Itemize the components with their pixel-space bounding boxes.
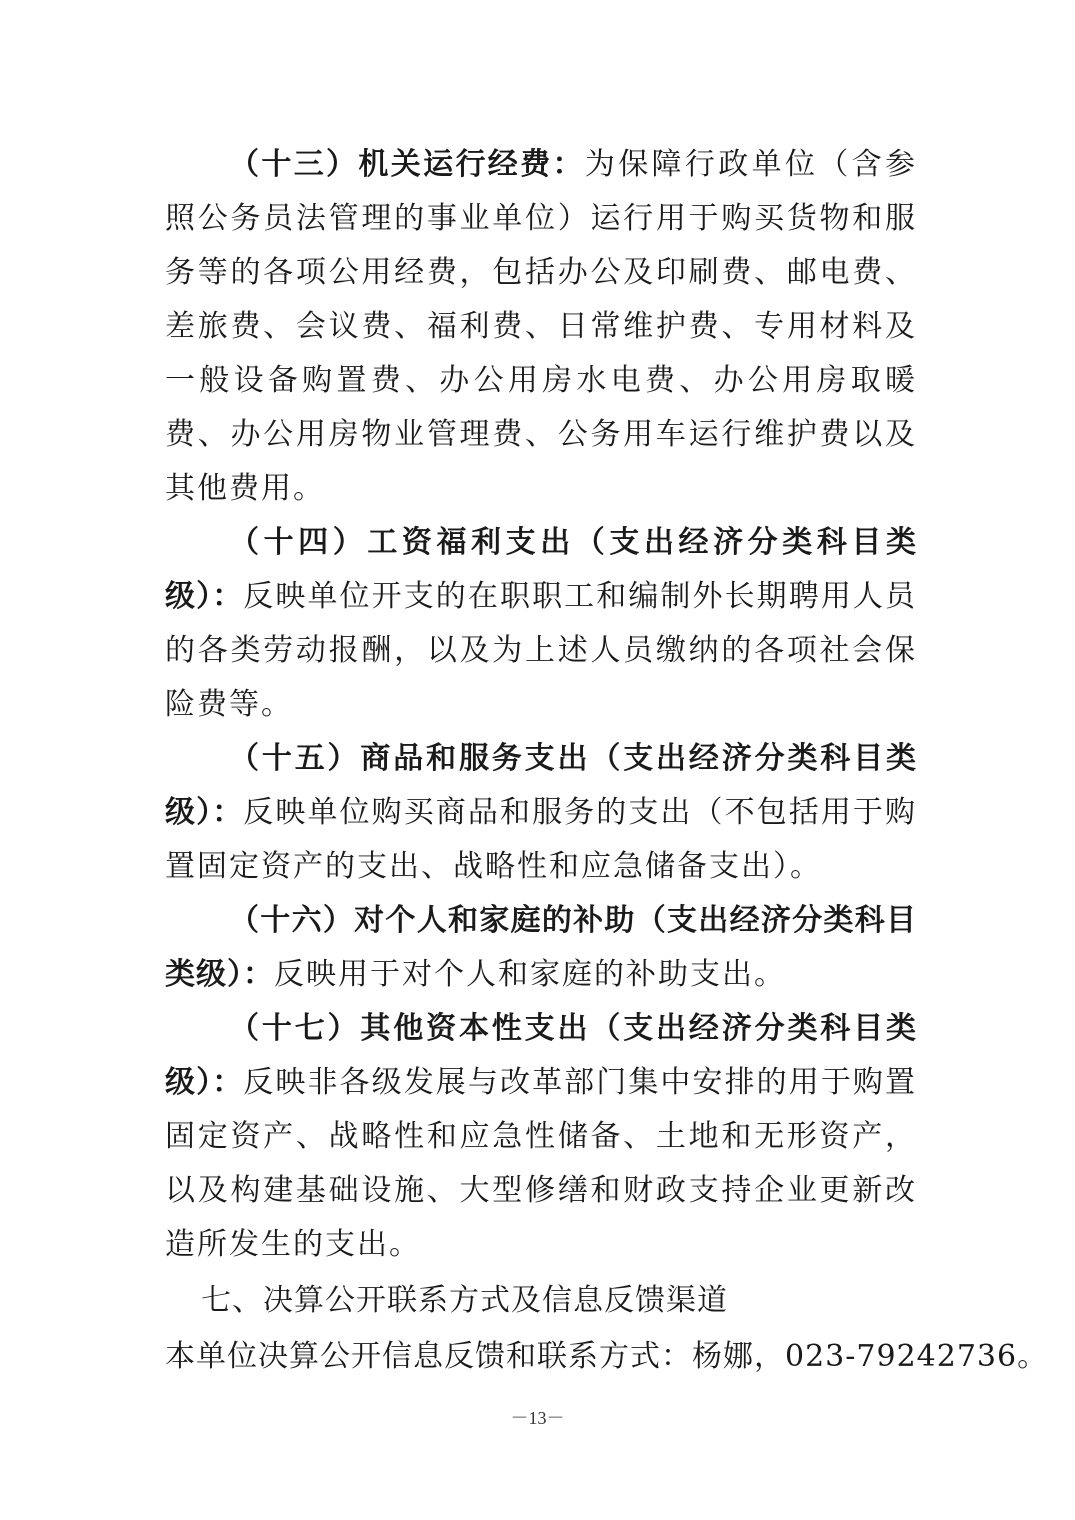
section-13-text: 为保障行政单位（含参照公务员法管理的事业单位）运行用于购买货物和服务等的各项公用经费，包括办公及印刷费、邮电费、差旅费、会议费、福利费、日常维护费、专用材料及一般设备购置费、办公用房水电费、办公用房取暖费、办公用房物业管理费、公务用车运行维护费以及其他费用。: [165, 147, 918, 506]
section-15: [165, 732, 917, 894]
contact-text: 本单位决算公开信息反馈和联系方式：杨娜，023-79242736。: [165, 1339, 1049, 1374]
document-page: [165, 138, 1049, 1384]
section-13-term: （十三）机关运行经费: [229, 147, 553, 182]
section-13-separator: ：: [552, 147, 585, 182]
section-15-term: （十五）商品和服务支出（支出经济分类科目类级）: [165, 741, 917, 830]
section-17-separator: ：: [212, 1065, 244, 1100]
section-16-separator: ：: [243, 957, 274, 992]
section-13: [165, 138, 917, 516]
section-14-separator: ：: [212, 579, 244, 614]
section-16-term: （十六）对个人和家庭的补助（支出经济分类科目类级）: [165, 903, 917, 992]
section-14: [165, 516, 917, 732]
section-15-text: 反映单位购买商品和服务的支出（不包括用于购置固定资产的支出、战略性和应急储备支出）。: [165, 795, 918, 884]
section-16: [165, 894, 917, 1002]
section-17: [165, 1002, 917, 1272]
section-17-text: 反映非各级发展与改革部门集中安排的用于购置固定资产、战略性和应急性储备、土地和无形资产，以及构建基础设施、大型修缮和财政支持企业更新改造所发生的支出。: [165, 1065, 918, 1262]
section-14-text: 反映单位开支的在职职工和编制外长期聘用人员的各类劳动报酬，以及为上述人员缴纳的各项社会保险费等。: [165, 579, 918, 722]
contact-heading: 七、决算公开联系方式及信息反馈渠道: [201, 1283, 728, 1318]
section-14-term: （十四）工资福利支出（支出经济分类科目类级）: [165, 525, 917, 614]
section-15-separator: ：: [212, 795, 244, 830]
section-17-term: （十七）其他资本性支出（支出经济分类科目类级）: [165, 1011, 917, 1100]
section-16-text: 反映用于对个人和家庭的补助支出。: [274, 957, 786, 992]
page-number: －13－: [510, 1408, 565, 1428]
